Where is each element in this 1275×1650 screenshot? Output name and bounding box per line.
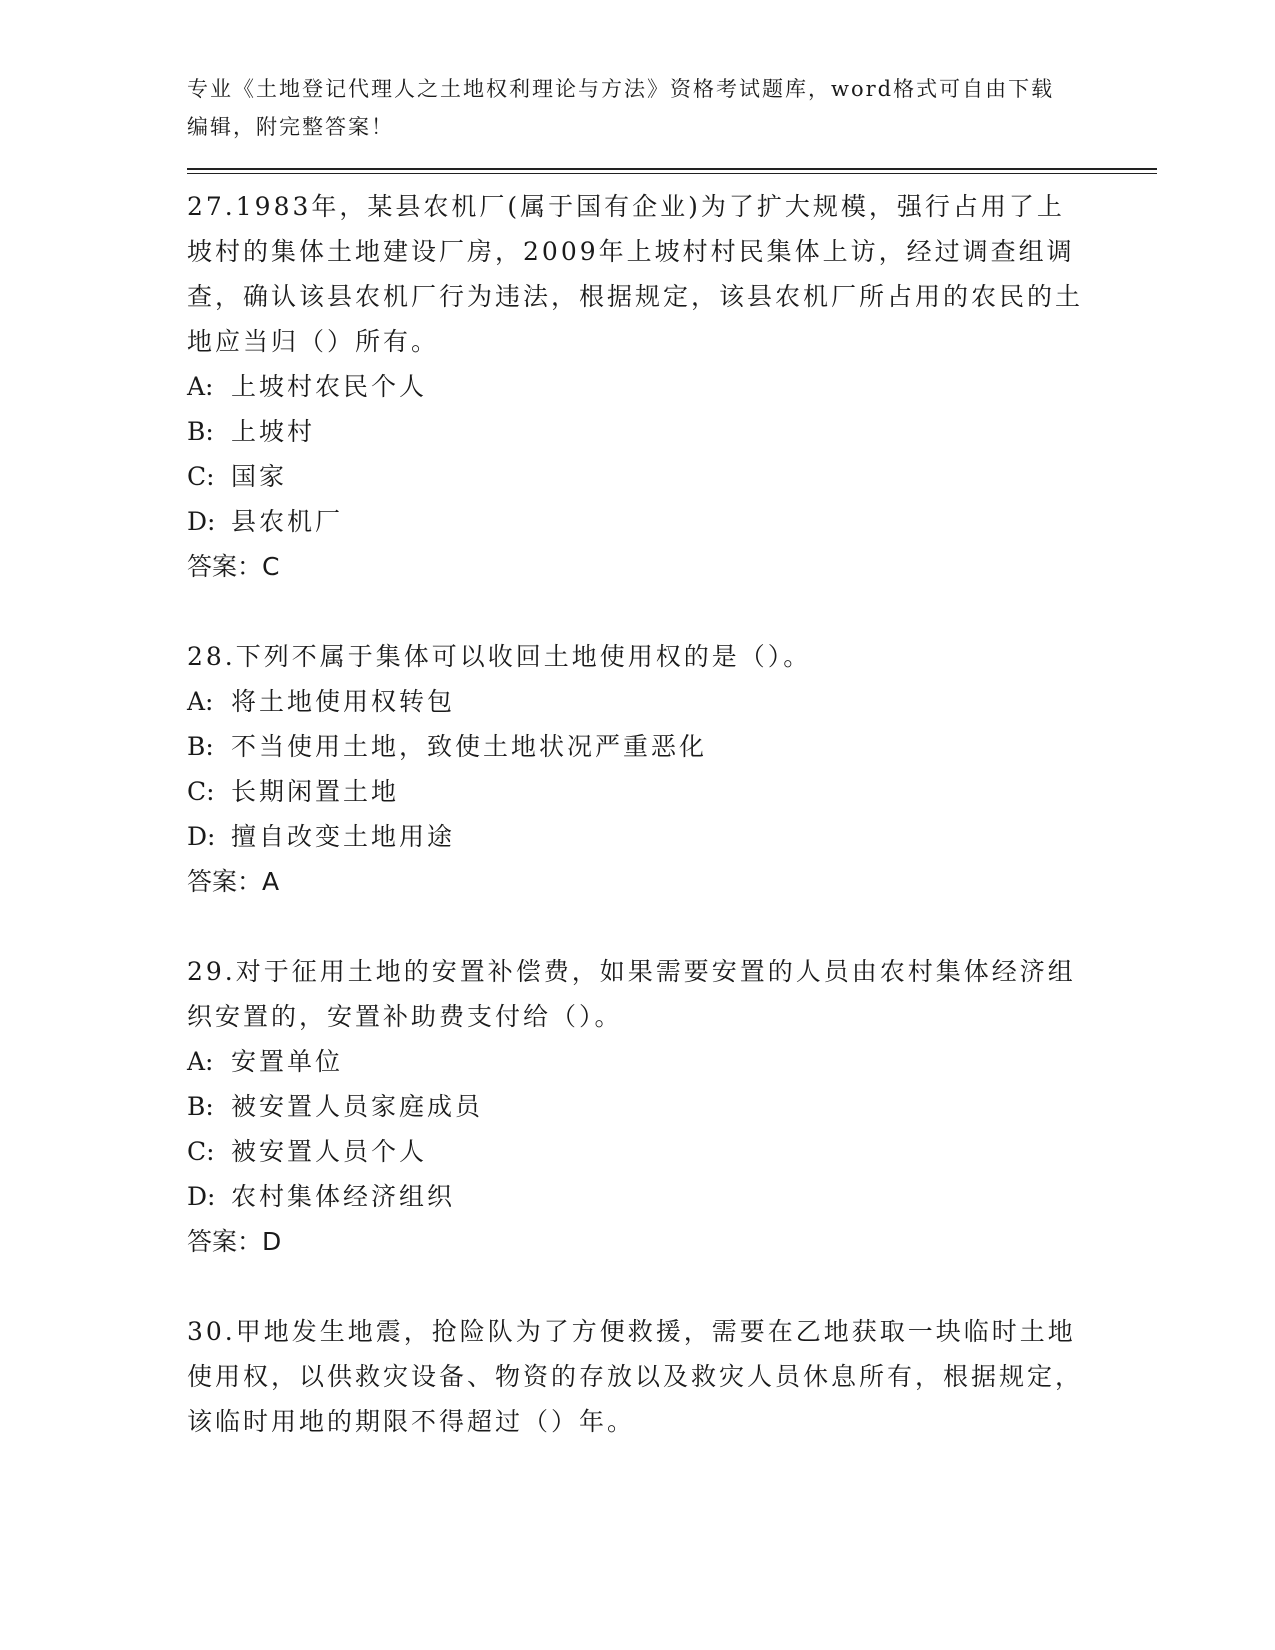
option-a [187,364,1157,409]
option-letter: D: [187,507,216,536]
option-text: 国家 [231,462,288,491]
answer-line: 答案：A [187,867,280,896]
option-b [187,409,1157,454]
option-c [187,1129,1157,1174]
option-text: 被安置人员个人 [231,1137,428,1166]
header-divider [187,168,1157,170]
option-d [187,1174,1157,1219]
option-text: 将土地使用权转包 [231,687,456,716]
option-letter: A: [187,372,214,401]
option-letter: C: [187,1137,215,1166]
option-letter: A: [187,687,214,716]
question-text: 27.1983年，某县农机厂(属于国有企业)为了扩大规模，强行占用了上坡村的集体土地建设厂房，2009年上坡村村民集体上访，经过调查组调查，确认该县农机厂行为违法，根据规定，该县农机厂所占用的农民的土地应当归（）所有。 [187,192,1084,356]
question-text: 29.对于征用土地的安置补偿费，如果需要安置的人员由农村集体经济组织安置的，安置补助费支付给（）。 [187,957,1076,1031]
option-letter: A: [187,1047,214,1076]
option-text: 上坡村农民个人 [231,372,428,401]
question-28 [187,634,1157,904]
option-letter: B: [187,417,214,446]
question-text: 30.甲地发生地震，抢险队为了方便救援，需要在乙地获取一块临时土地使用权，以供救灾设备、物资的存放以及救灾人员休息所有，根据规定，该临时用地的期限不得超过（）年。 [187,1317,1084,1436]
document-header: 专业《土地登记代理人之土地权利理论与方法》资格考试题库，word格式可自由下载编辑，附完整答案！ [187,77,1055,139]
option-a [187,1039,1157,1084]
question-27 [187,184,1157,589]
option-text: 安置单位 [231,1047,344,1076]
option-d [187,499,1157,544]
option-letter: D: [187,1182,216,1211]
question-29 [187,949,1157,1264]
spacer [187,589,1157,634]
option-text: 擅自改变土地用途 [231,822,456,851]
option-letter: D: [187,822,216,851]
option-b [187,1084,1157,1129]
question-text: 28.下列不属于集体可以收回土地使用权的是（）。 [187,642,812,671]
option-letter: C: [187,462,215,491]
option-d [187,814,1157,859]
answer-line: 答案：C [187,552,280,581]
question-30 [187,1309,1157,1444]
option-text: 长期闲置土地 [231,777,400,806]
option-text: 上坡村 [231,417,316,446]
option-text: 县农机厂 [231,507,344,536]
option-text: 被安置人员家庭成员 [231,1092,484,1121]
answer-line: 答案：D [187,1227,282,1256]
option-text: 不当使用土地，致使土地状况严重恶化 [231,732,708,761]
header-divider-thin [187,173,1157,174]
option-text: 农村集体经济组织 [231,1182,456,1211]
option-letter: B: [187,732,214,761]
option-c [187,769,1157,814]
option-c [187,454,1157,499]
document-page [187,70,1157,1444]
spacer [187,1264,1157,1309]
spacer [187,904,1157,949]
option-a [187,679,1157,724]
option-letter: B: [187,1092,214,1121]
option-letter: C: [187,777,215,806]
option-b [187,724,1157,769]
